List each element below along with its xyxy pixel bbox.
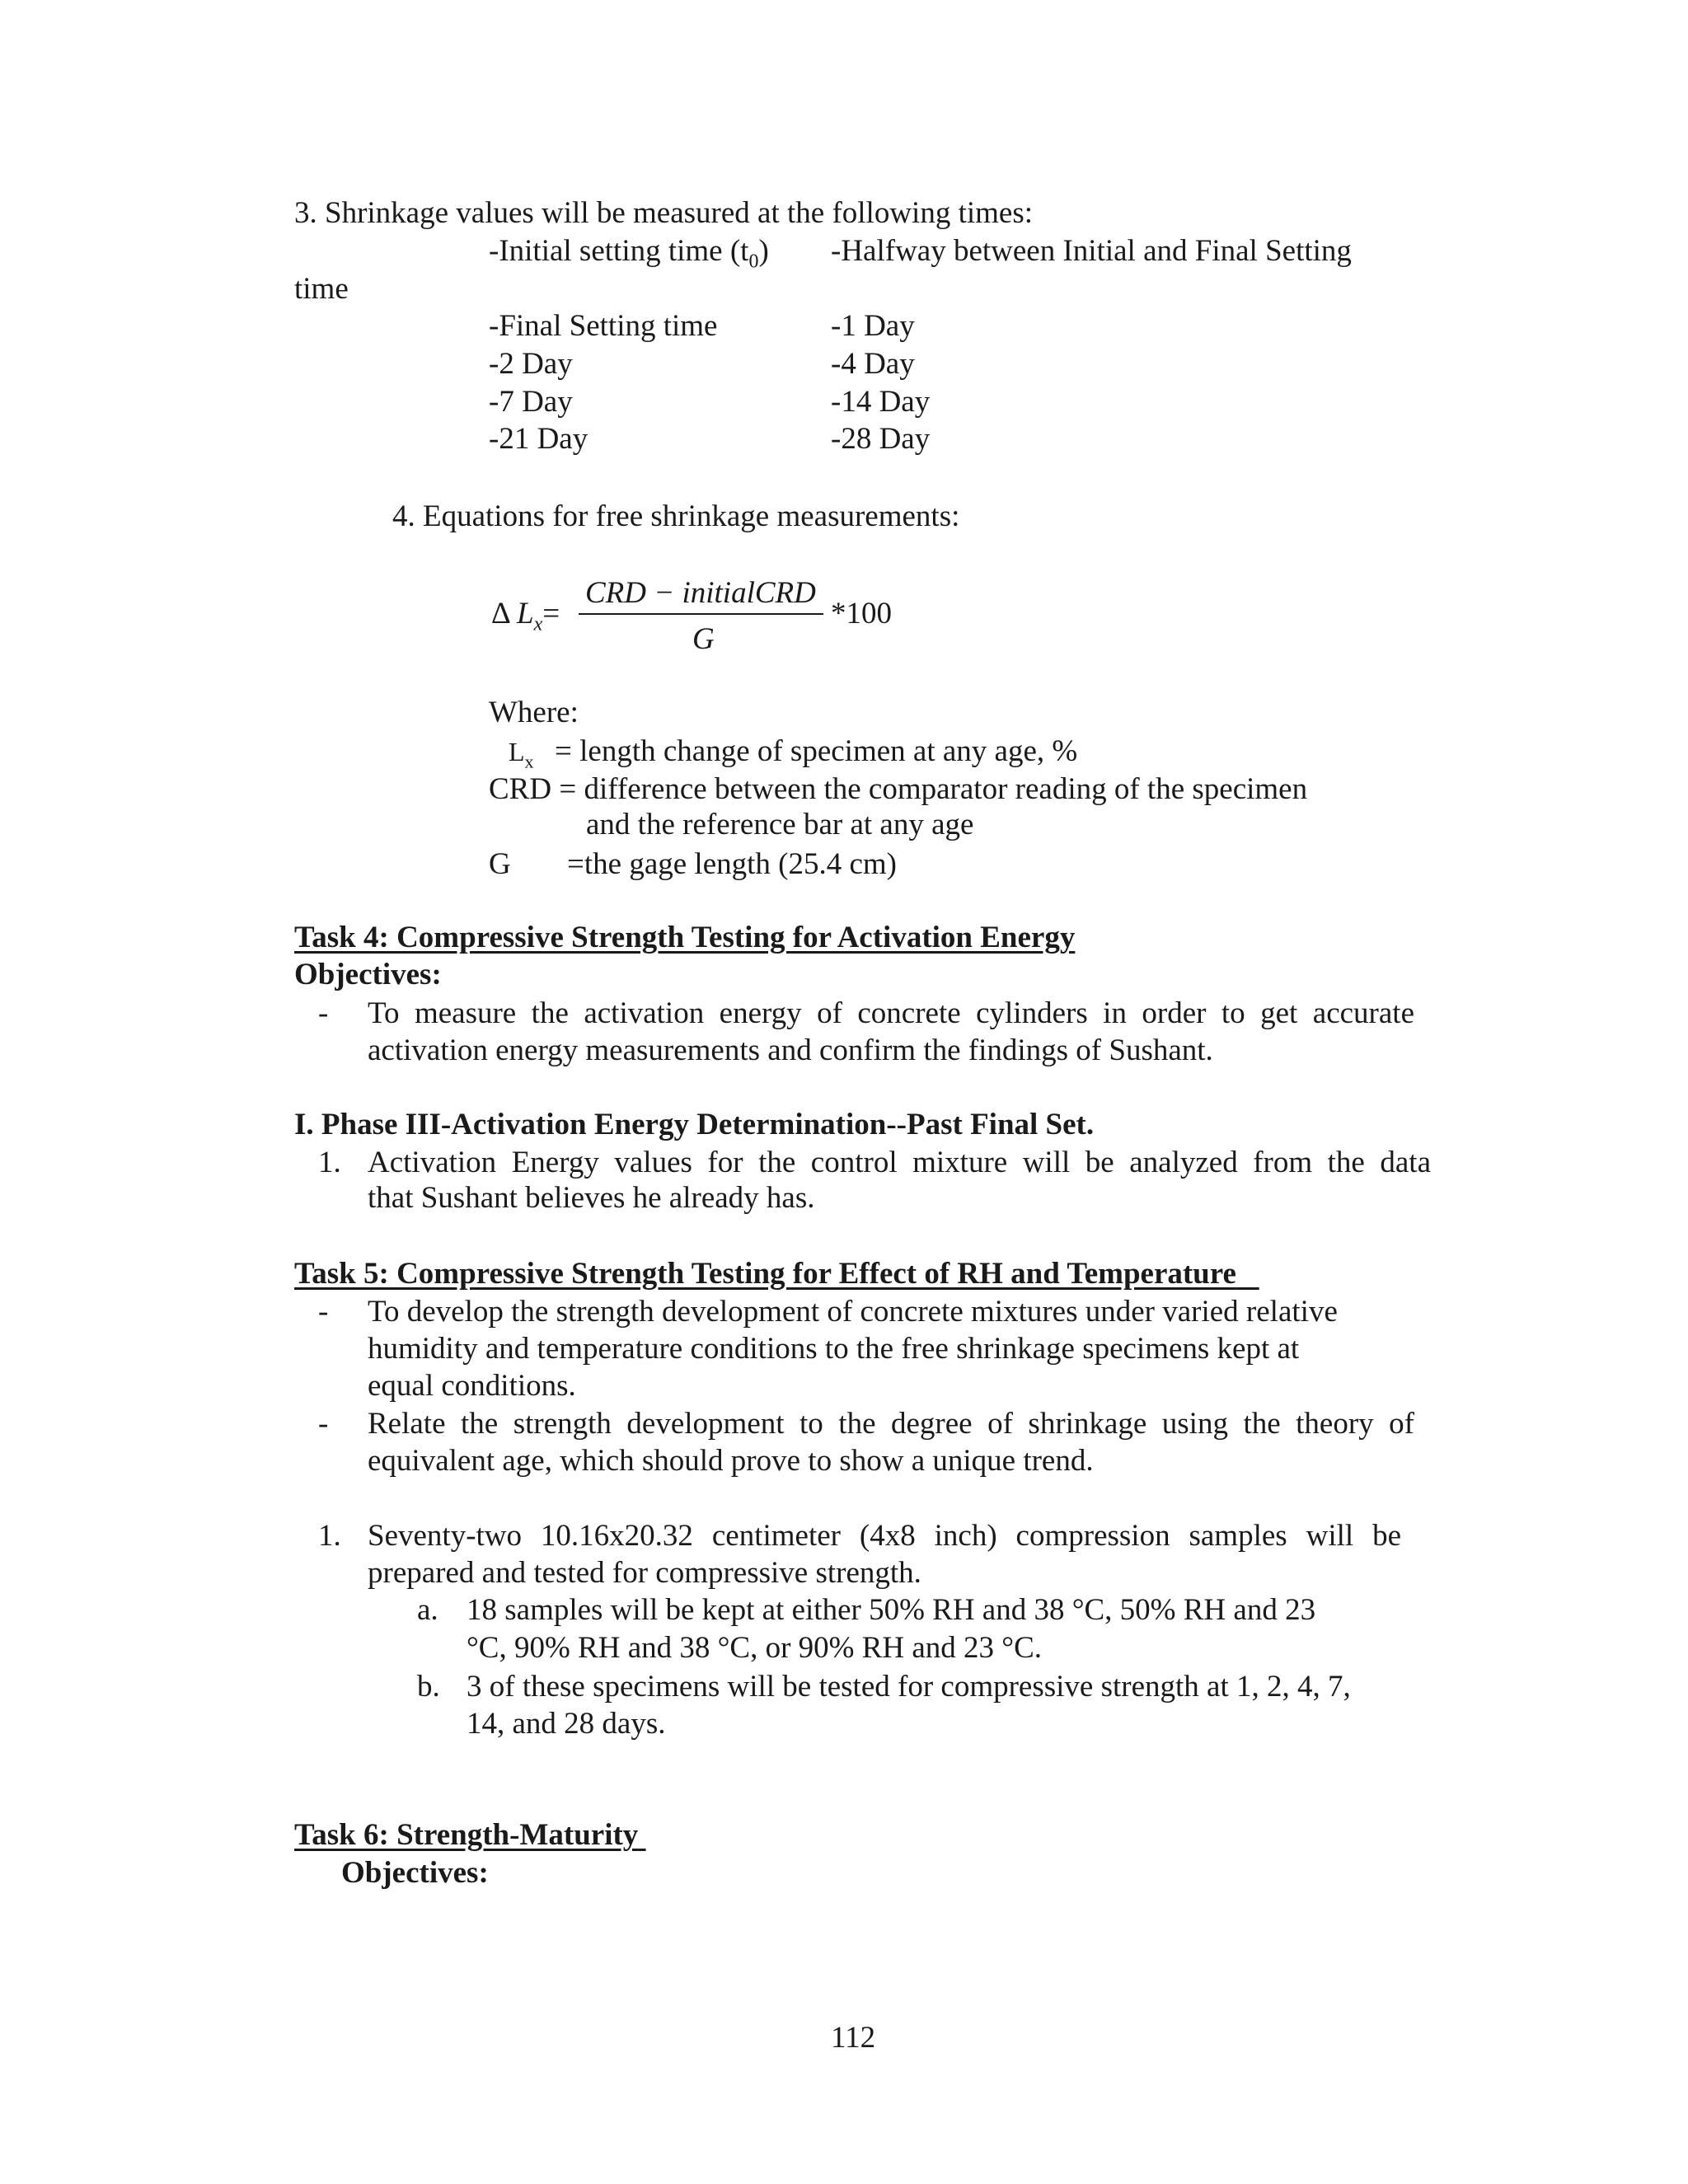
task5-item-number: 1. (318, 1519, 341, 1553)
definition-crd-cont: and the reference bar at any age (586, 808, 974, 841)
task4-bullet-dash: - (318, 996, 329, 1030)
time-wrap: time (294, 272, 349, 306)
time-28-day: -28 Day (831, 422, 931, 456)
where-label: Where: (489, 696, 579, 729)
task5-subitem-b-line1: 3 of these specimens will be tested for compressive strength at 1, 2, 4, 7, (467, 1670, 1351, 1704)
definition-g-symbol: G (489, 847, 511, 881)
task6-objectives-label: Objectives: (341, 1856, 489, 1890)
time-halfway: -Halfway between Initial and Final Setting (831, 234, 1352, 268)
time-initial-setting: -Initial setting time $(t_0)$ (489, 234, 769, 273)
task5-item-line1: Seventy-two 10.16x20.32 centimeter (4x8 inch) compression samples will be (368, 1519, 1401, 1553)
task5-bullet2-dash: - (318, 1407, 329, 1441)
definition-lx-text: = length change of specimen at any age, % (555, 734, 1078, 768)
time-7-day: -7 Day (489, 385, 573, 419)
task5-subitem-b-line2: 14, and 28 days. (467, 1707, 666, 1741)
task5-subitem-b-letter: b. (417, 1670, 440, 1704)
task5-bullet1-line1: To develop the strength development of concrete mixtures under varied relative (368, 1295, 1338, 1329)
fraction-bar (579, 613, 823, 615)
task6-title: Task 6: Strength-Maturity (294, 1818, 639, 1852)
task5-subitem-a-line2: °C, 90% RH and 38 °C, or 90% RH and 23 °C. (467, 1631, 1043, 1665)
task5-bullet1-dash: - (318, 1295, 329, 1329)
task5-bullet1-line2: humidity and temperature conditions to the free shrinkage specimens kept at (368, 1332, 1300, 1366)
task5-subitem-a-line1: 18 samples will be kept at either 50% RH and 38 °C, 50% RH and 23 (467, 1593, 1316, 1627)
task5-subitem-a-letter: a. (417, 1593, 438, 1627)
shrinkage-times-heading: 3. Shrinkage values will be measured at the following times: (294, 196, 1034, 230)
time-21-day: -21 Day (489, 422, 588, 456)
task4-objectives-label: Objectives: (294, 958, 442, 991)
phase3-title: I. Phase III-Activation Energy Determination--Past Final Set. (294, 1108, 1095, 1141)
equation-denominator: G (692, 622, 715, 656)
equations-heading: 4. Equations for free shrinkage measurements: (392, 499, 960, 533)
phase3-item-line1: Activation Energy values for the control mixture will be analyzed from the data (368, 1146, 1431, 1179)
task5-bullet2-line1: Relate the strength development to the degree of shrinkage using the theory of (368, 1407, 1414, 1441)
time-1-day: -1 Day (831, 309, 915, 343)
time-final-setting: -Final Setting time (489, 309, 718, 343)
page-number: 112 (831, 2021, 876, 2055)
task5-item-line2: prepared and tested for compressive strength. (368, 1556, 921, 1590)
definition-lx: $L_x$ (509, 737, 534, 772)
task5-title: Task 5: Compressive Strength Testing for Effect of RH and Temperature (294, 1257, 1236, 1291)
task4-bullet-line1: To measure the activation energy of concrete cylinders in order to get accurate (368, 996, 1414, 1030)
task5-bullet1-line3: equal conditions. (368, 1369, 576, 1403)
equation-multiplier: *100 (831, 597, 892, 630)
definition-crd: CRD = difference between the comparator reading of the specimen (489, 772, 1308, 806)
equation-numerator: CRD − initialCRD (585, 576, 816, 610)
definition-g-text: =the gage length (25.4 cm) (567, 847, 897, 881)
time-14-day: -14 Day (831, 385, 931, 419)
task4-title: Task 4: Compressive Strength Testing for Activation Energy (294, 921, 1076, 954)
phase3-item-number: 1. (318, 1146, 341, 1179)
task5-bullet2-line2: equivalent age, which should prove to show a unique trend. (368, 1444, 1094, 1478)
time-4-day: -4 Day (831, 347, 915, 381)
phase3-item-line2: that Sushant believes he already has. (368, 1181, 815, 1215)
time-2-day: -2 Day (489, 347, 573, 381)
equation-lhs: Δ $L_x=$ (491, 597, 560, 635)
task4-bullet-line2: activation energy measurements and confirm the findings of Sushant. (368, 1033, 1213, 1067)
